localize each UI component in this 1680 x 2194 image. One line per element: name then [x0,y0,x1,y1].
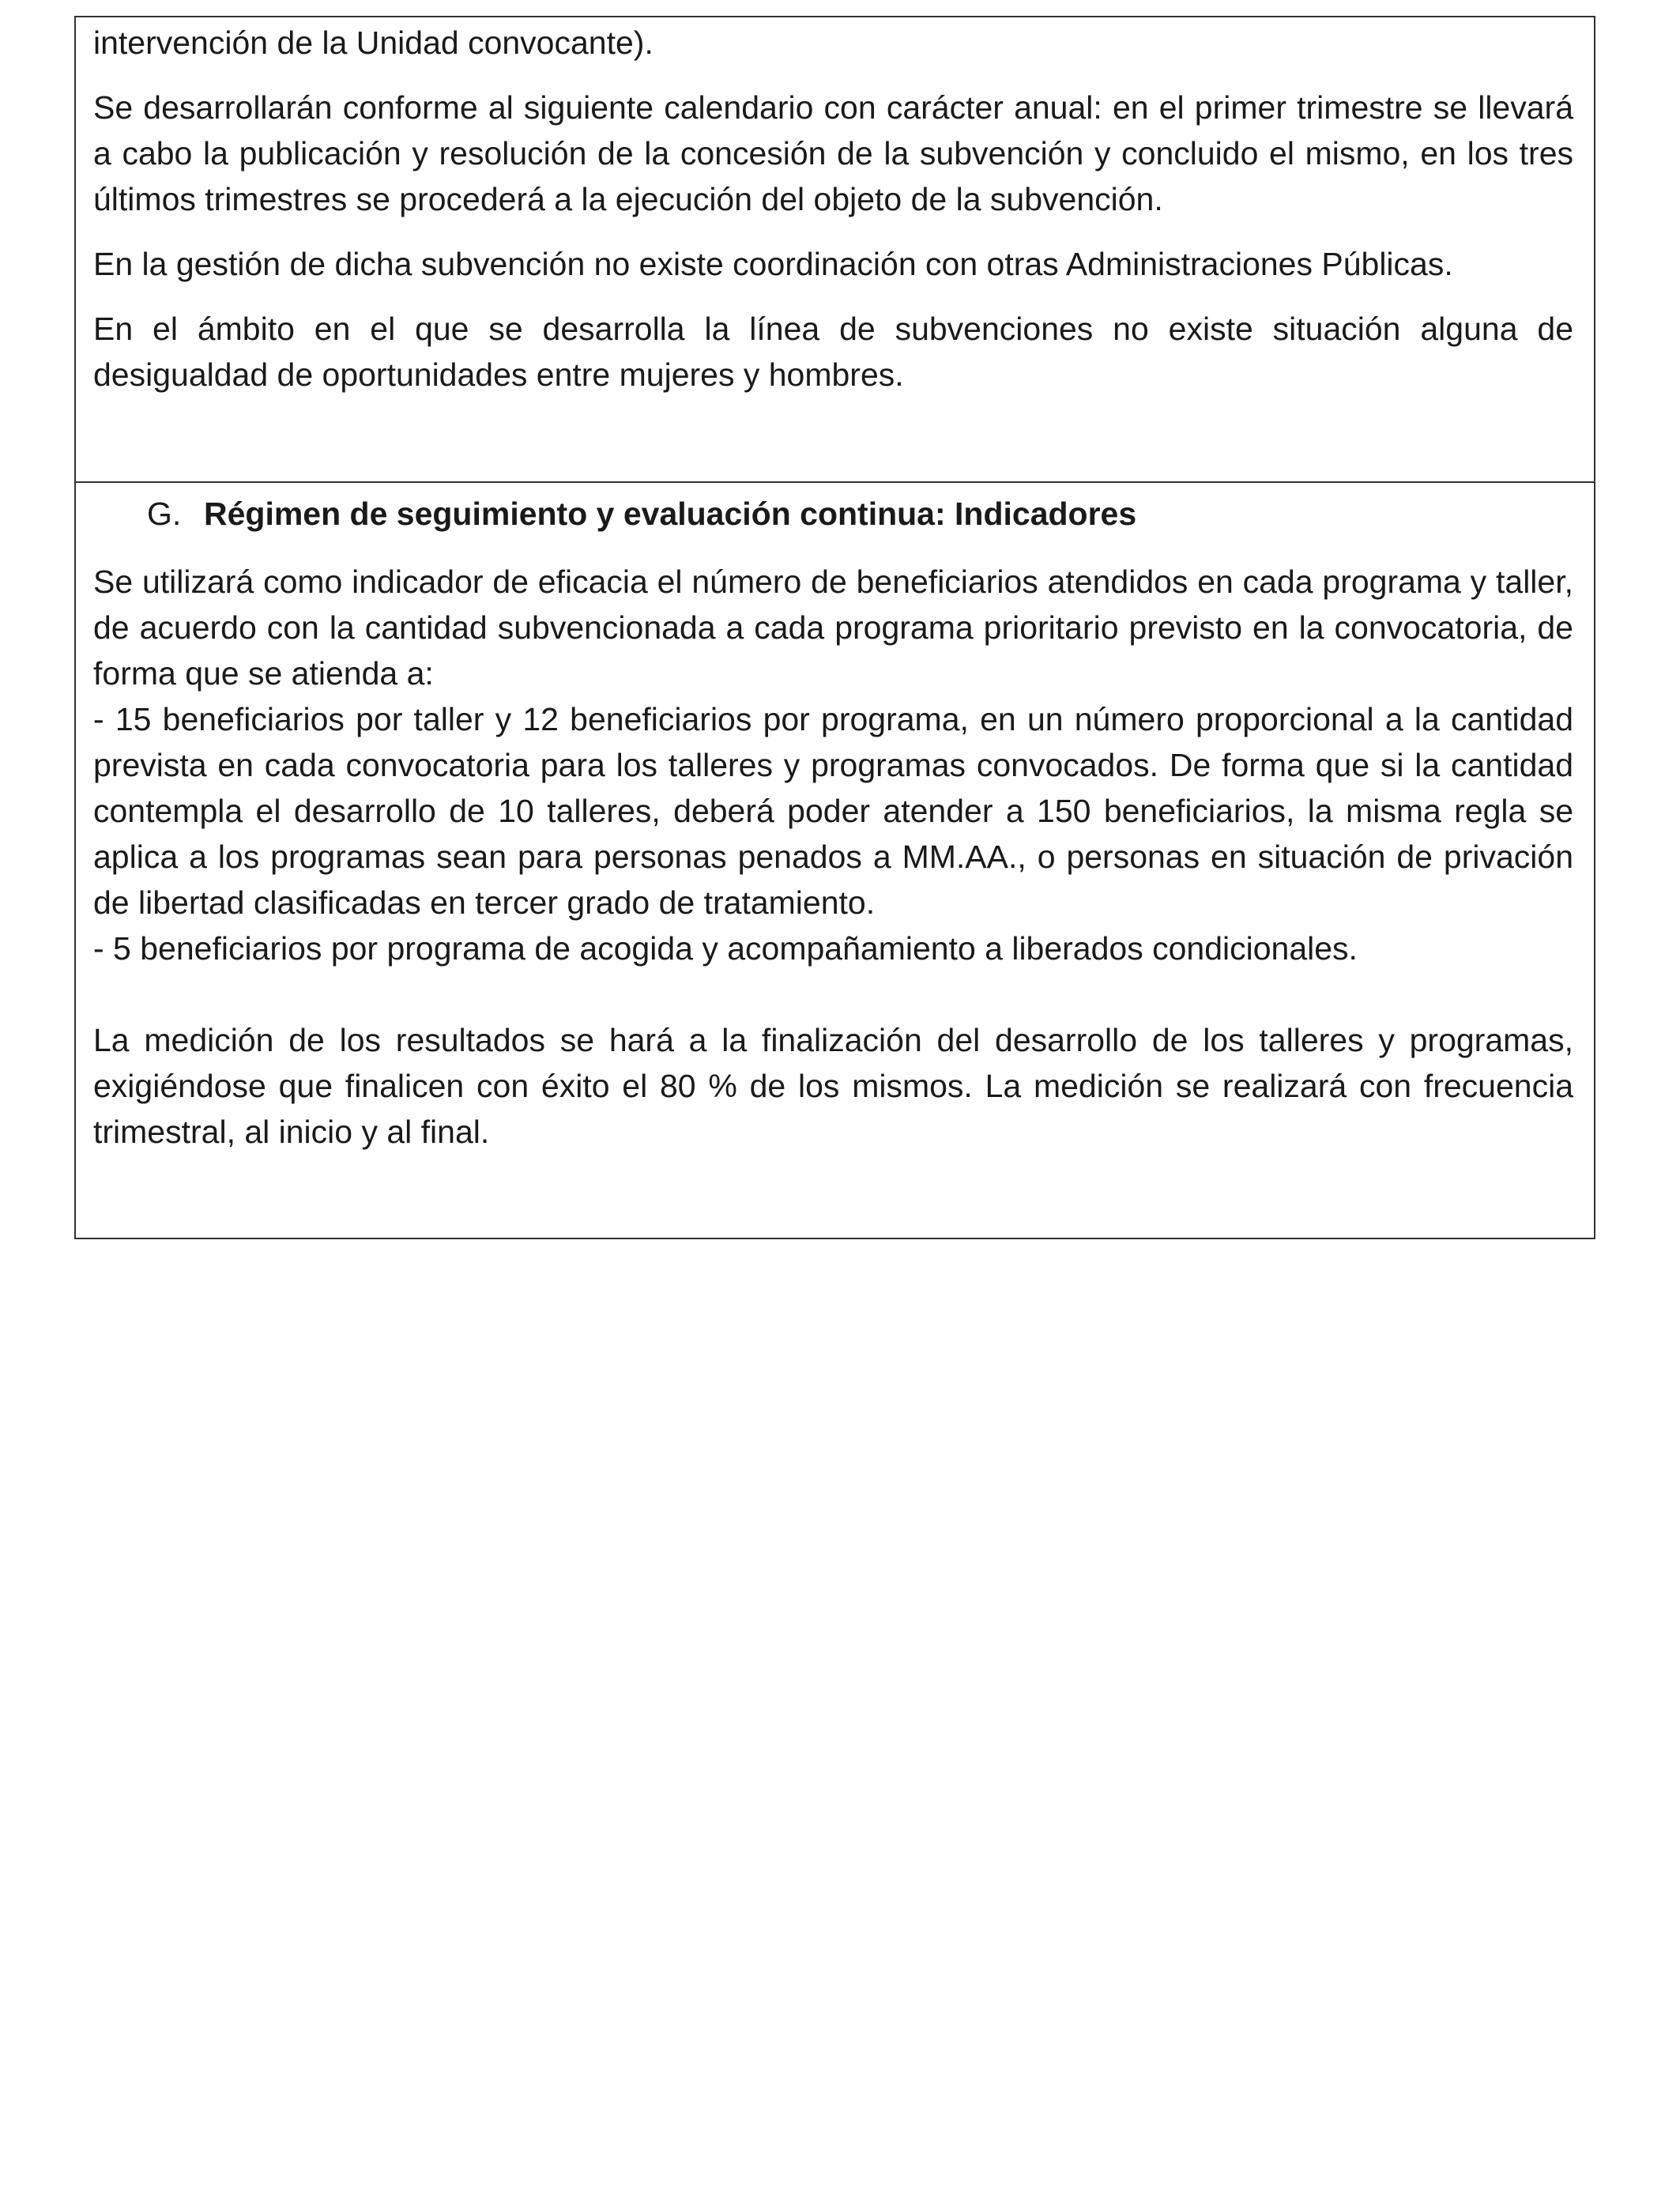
paragraph-measurement: La medición de los resultados se hará a la finalización del desarrollo de los talleres y programas, exigiéndose que finalicen con éxito el 80 % de los mismos. La medición se realizará con frecuencia trimestral, al inicio y al final. [93,1022,1573,1150]
table-cell-indicators [76,489,1594,1238]
paragraph-calendar: Se desarrollarán conforme al siguiente calendario con carácter anual: en el primer trimestre se llevará a cabo la publicación y resolución de la concesión de la subvención y concluido el mismo, en los tres últimos trimestres se procederá a la ejecución del objeto de la subvención. [93,89,1573,217]
paragraph-equality: En el ámbito en el que se desarrolla la línea de subvenciones no existe situación alguna de desigualdad de oportunidades entre mujeres y hombres. [93,311,1573,393]
list-item-beneficiaries-acogida: - 5 beneficiarios por programa de acogida y acompañamiento a liberados condicionales. [93,930,1358,967]
document-table [74,16,1595,1239]
paragraph-intervention: intervención de la Unidad convocante). [93,25,654,61]
section-heading [93,489,1573,538]
list-item-beneficiaries-taller: - 15 beneficiarios por taller y 12 beneficiarios por programa, en un número proporcional a la cantidad prevista en cada convocatoria para los talleres y programas convocados. De forma que si la cantidad contempla el desarrollo de 10 talleres, deberá poder atender a 150 beneficiarios, la misma regla se aplica a los programas sean para personas penados a MM.AA., o personas en situación de privación de libertad clasificadas en tercer grado de tratamiento. [93,701,1573,921]
paragraph-coordination: En la gestión de dicha subvención no existe coordinación con otras Administraciones Públicas. [93,246,1453,282]
table-cell-schedule [76,17,1594,483]
paragraph-indicator-intro: Se utilizará como indicador de eficacia el número de beneficiarios atendidos en cada programa y taller, de acuerdo con la cantidad subvencionada a cada programa prioritario previsto en la convocatoria, de forma que se atienda a: [93,564,1573,692]
section-title: Régimen de seguimiento y evaluación continua: Indicadores [204,496,1137,532]
section-letter: G. [147,496,182,532]
